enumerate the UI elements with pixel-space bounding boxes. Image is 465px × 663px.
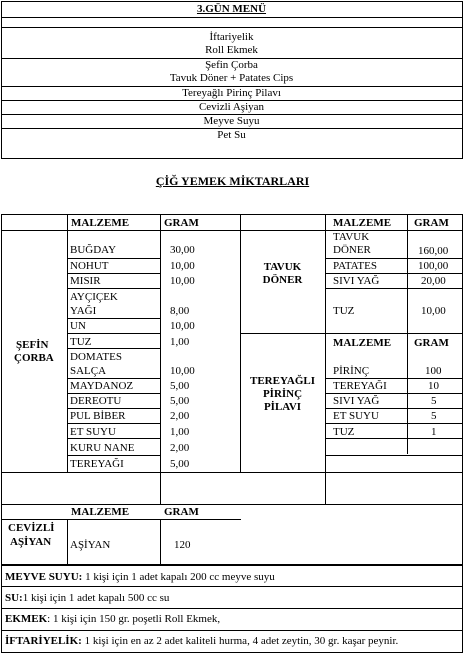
row-line: [67, 318, 160, 319]
row-line: [325, 455, 463, 456]
menu-item: Tereyağlı Pirinç Pilavı: [182, 87, 281, 99]
note-divider: [1, 608, 463, 609]
ingredient-name: KURU NANE: [70, 442, 135, 454]
row-line: [67, 393, 160, 394]
ingredient-gram: 10: [428, 380, 439, 392]
menu-title-divider: [1, 17, 463, 18]
asiyan-label: CEVİZLİ: [8, 522, 55, 534]
note-label: MEYVE SUYU:: [5, 571, 83, 583]
note-divider: [1, 586, 463, 587]
row-line: [67, 423, 160, 424]
ingredient-gram: 10,00: [170, 365, 195, 377]
ingredient-gram: 1,00: [170, 336, 190, 348]
menu-item: Meyve Suyu: [203, 115, 260, 127]
row-line: [240, 333, 463, 334]
asiyan-label: AŞİYAN: [10, 536, 52, 548]
ingredient-gram: 5: [431, 395, 437, 407]
note-text: 1 kişi için 1 adet kapalı 200 cc meyve suyu: [82, 571, 275, 583]
col-header-malzeme: MALZEME: [71, 217, 130, 229]
row-line: [67, 438, 160, 439]
row-line: [67, 455, 160, 456]
ingredient-gram: 5: [431, 410, 437, 422]
ingredient-name: PUL BİBER: [70, 410, 126, 422]
row-line: [1, 230, 463, 231]
col-header-malzeme: MALZEME: [71, 506, 130, 518]
row-line: [67, 273, 160, 274]
ingredient-name: PİRİNÇ: [333, 365, 370, 377]
col-header-gram: GRAM: [414, 337, 449, 349]
ingredient-name: PATATES: [333, 260, 377, 272]
tavuk-doner-label: DÖNER: [262, 274, 303, 286]
raw-amounts-title: ÇİĞ YEMEK MİKTARLARI: [155, 174, 310, 188]
ingredient-name: NOHUT: [70, 260, 109, 272]
ingredient-gram: 100,00: [418, 260, 449, 272]
ingredient-name: TEREYAĞI: [70, 458, 124, 470]
note-meyve-suyu: [5, 571, 275, 583]
menu-item: Roll Ekmek: [205, 44, 258, 56]
note-label: EKMEK: [5, 613, 48, 625]
menu-title-divider-2: [1, 27, 463, 28]
ingredient-name: TUZ: [70, 336, 92, 348]
ingredient-name: TEREYAĞI: [333, 380, 387, 392]
col-line: [407, 214, 408, 454]
row-line: [67, 258, 160, 259]
ingredient-name: TUZ: [333, 305, 355, 317]
ingredient-gram: 2,00: [170, 442, 190, 454]
col-header-malzeme: MALZEME: [333, 337, 392, 349]
ingredient-gram: 20,00: [421, 275, 446, 287]
col-line: [160, 214, 161, 504]
note-iftariyelik: [5, 635, 398, 647]
pilav-label: TEREYAĞLI: [249, 375, 315, 387]
ingredient-gram: 120: [174, 539, 191, 551]
ingredient-name: BUĞDAY: [70, 244, 117, 256]
menu-item: Cevizli Aşiyan: [198, 101, 265, 113]
ingredient-gram: 10,00: [170, 260, 195, 272]
ingredient-gram: 5,00: [170, 458, 190, 470]
note-text: 1 kişi için en az 2 adet kaliteli hurma, 4 adet zeytin, 30 gr. kaşar peynir.: [81, 635, 399, 647]
ingredient-name: TUZ: [333, 426, 355, 438]
col-line: [240, 214, 241, 472]
tavuk-doner-label: TAVUK: [263, 261, 302, 273]
pilav-label: PİLAVI: [263, 401, 302, 413]
col-header-gram: GRAM: [164, 217, 199, 229]
note-label: İFTARİYELİK:: [5, 635, 82, 647]
ingredient-name: SIVI YAĞ: [333, 395, 380, 407]
row-line: [1, 504, 463, 505]
row-line: [325, 273, 463, 274]
note-label: SU:: [5, 592, 23, 604]
menu-item: Tavuk Döner + Patates Cips: [169, 72, 294, 84]
row-line: [325, 288, 463, 289]
note-text: : 1 kişi için 150 gr. poşetli Roll Ekmek,: [47, 613, 221, 625]
ingredient-name: TAVUK DÖNER: [333, 231, 371, 256]
ingredient-gram: 5,00: [170, 395, 190, 407]
ingredient-name: ET SUYU: [333, 410, 379, 422]
row-line: [67, 288, 160, 289]
pilav-label: PİRİNÇ: [262, 388, 303, 400]
menu-title: 3.GÜN MENÜ: [196, 3, 267, 15]
col-header-gram: GRAM: [164, 506, 199, 518]
row-line: [325, 408, 463, 409]
ingredient-name: DEREOTU: [70, 395, 122, 407]
ingredient-gram: 10,00: [170, 320, 195, 332]
ingredient-gram: 1: [431, 426, 437, 438]
menu-item: Şefin Çorba: [205, 59, 258, 71]
col-header-gram: GRAM: [414, 217, 449, 229]
col-line: [67, 214, 68, 472]
ingredient-name: ET SUYU: [70, 426, 116, 438]
row-line: [325, 423, 463, 424]
note-divider: [1, 630, 463, 631]
ingredient-name: DOMATES SALÇA: [70, 351, 122, 377]
row-line: [325, 438, 463, 439]
row-line: [1, 472, 463, 473]
ingredient-gram: 2,00: [170, 410, 190, 422]
ingredient-gram: 30,00: [170, 244, 195, 256]
col-header-malzeme: MALZEME: [333, 217, 392, 229]
ingredient-gram: 100: [425, 365, 442, 377]
row-line: [67, 378, 160, 379]
menu-item: İftariyelik: [209, 31, 254, 43]
row-line: [67, 333, 160, 334]
ingredient-gram: 8,00: [170, 305, 190, 317]
ingredient-gram: 10,00: [170, 275, 195, 287]
ingredient-name: MAYDANOZ: [70, 380, 134, 392]
note-su: [5, 592, 169, 604]
row-line: [325, 393, 463, 394]
ingredient-gram: 10,00: [421, 305, 446, 317]
row-line: [67, 348, 160, 349]
ingredient-name: AYÇIÇEK YAĞI: [70, 291, 118, 317]
ingredient-name: AŞİYAN: [70, 539, 111, 551]
row-line: [325, 258, 463, 259]
note-text: 1 kişi için 1 adet kapalı 500 cc su: [22, 592, 170, 604]
row-line: [67, 408, 160, 409]
ingredient-name: MISIR: [70, 275, 101, 287]
col-line: [160, 519, 161, 565]
ingredient-name: UN: [70, 320, 86, 332]
row-line: [1, 519, 241, 520]
row-line: [325, 378, 463, 379]
col-line: [67, 519, 68, 565]
sefin-corba-label: ŞEFİN: [16, 339, 49, 351]
menu-item: Pet Su: [217, 129, 246, 141]
ingredient-gram: 160,00: [418, 245, 449, 257]
ingredient-name: SIVI YAĞ: [333, 275, 380, 287]
ingredient-gram: 5,00: [170, 380, 190, 392]
note-ekmek: [5, 613, 220, 625]
sefin-corba-label: ÇORBA: [14, 352, 54, 364]
ingredient-gram: 1,00: [170, 426, 190, 438]
